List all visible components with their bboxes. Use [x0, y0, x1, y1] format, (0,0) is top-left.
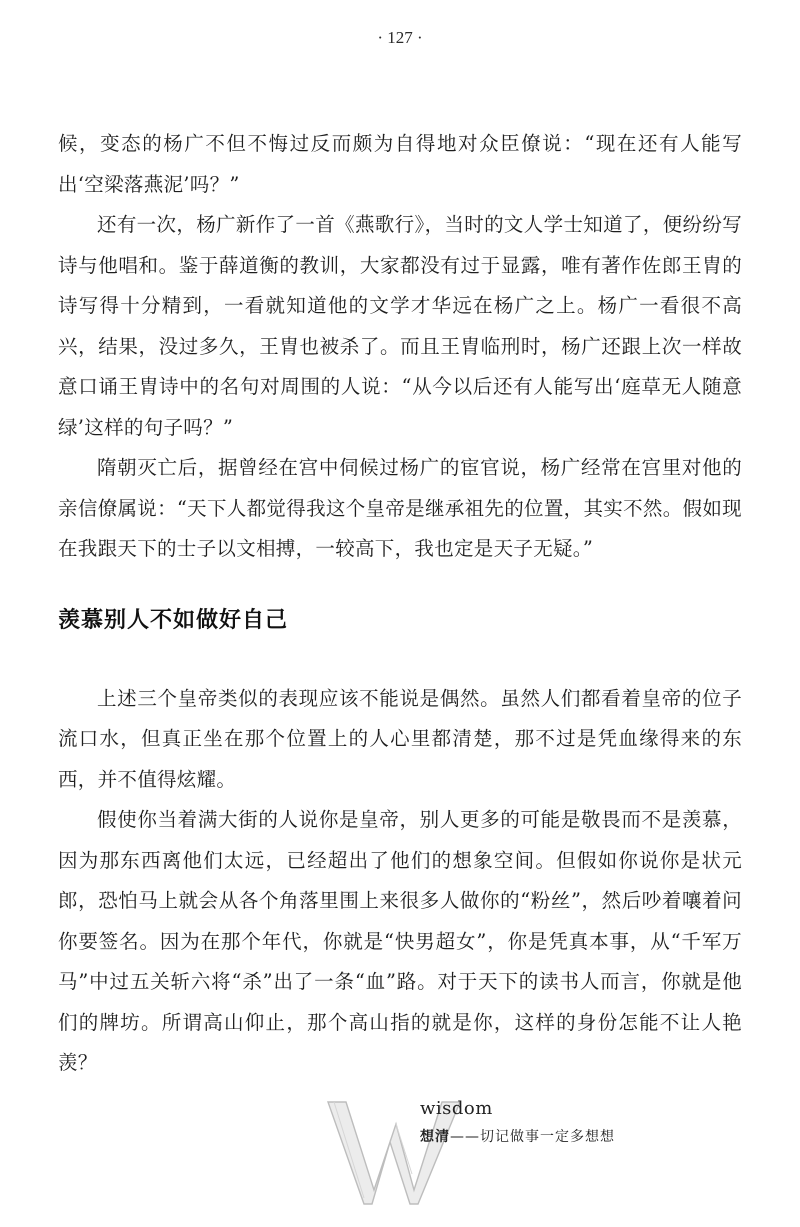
footer-book-title-lead: 想清 — [420, 1129, 450, 1145]
body-paragraph: 还有一次，杨广新作了一首《燕歌行》，当时的文人学士知道了，便纷纷写诗与他唱和。鉴于薛道衡的教训，大家都没有过于显露，唯有著作佐郎王胄的诗写得十分精到，一看就知道他的文学才华远在杨广之上。杨广一看很不高兴，结果，没过多久，王胄也被杀了。而且王胄临刑时，杨广还跟上次一样故意口诵王胄诗中的名句对周围的人说：“从今以后还有人能写出‘庭草无人随意绿’这样的句子吗？” — [58, 213, 742, 439]
body-paragraph: 假使你当着满大街的人说你是皇帝，别人更多的可能是敬畏而不是羡慕，因为那东西离他们太远，已经超出了他们的想象空间。但假如你说你是状元郎，恐怕马上就会从各个角落里围上来很多人做你的“粉丝”，然后吵着嚷着问你要签名。因为在那个年代，你就是“快男超女”，你是凭真本事，从“千军万马”中过五关斩六将“杀”出了一条“血”路。对于天下的读书人而言，你就是他们的牌坊。所谓高山仰止，那个高山指的就是你，这样的身份怎能不让人艳羡？ — [58, 808, 742, 1074]
section-heading: 羡慕别人不如做好自己 — [58, 607, 289, 633]
body-paragraph: 隋朝灭亡后，据曾经在宫中伺候过杨广的宦官说，杨广经常在宫里对他的亲信僚属说：“天下人都觉得我这个皇帝是继承祖先的位置，其实不然。假如现在我跟天下的士子以文相搏，一较高下，我也定是天子无疑。” — [58, 456, 742, 560]
book-footer — [326, 1098, 646, 1208]
footer-book-title — [420, 1126, 615, 1146]
page-body — [58, 124, 742, 1084]
page-number: · 127 · — [377, 28, 423, 47]
body-paragraph: 候，变态的杨广不但不悔过反而颇为自得地对众臣僚说：“现在还有人能写出‘空梁落燕泥’吗？” — [58, 132, 742, 196]
footer-book-title-rest: ——切记做事一定多想想 — [450, 1129, 615, 1145]
footer-wordmark: wisdom — [420, 1098, 493, 1119]
body-paragraph: 上述三个皇帝类似的表现应该不能说是偶然。虽然人们都看着皇帝的位子流口水，但真正坐在那个位置上的人心里都清楚，那不过是凭血缘得来的东西，并不值得炫耀。 — [58, 686, 742, 791]
